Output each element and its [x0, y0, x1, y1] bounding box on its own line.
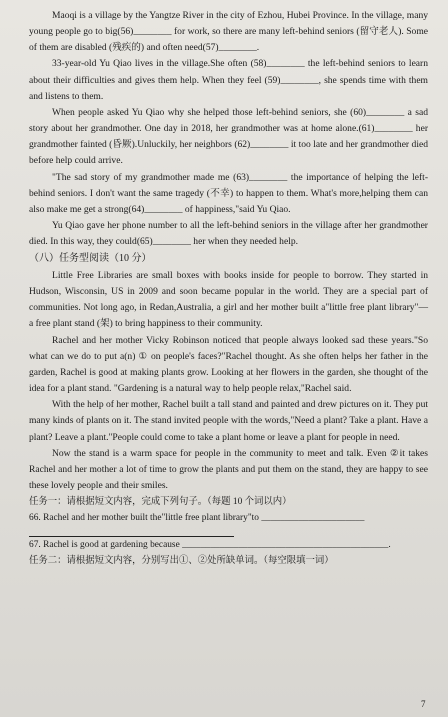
page-number: 7 — [421, 699, 426, 709]
reading-paragraph-3: With the help of her mother, Rachel built a tall stand and painted and drew pictures on it. They put many kinds of plants on it. The stand invited people with the words,"Need a plant? Take a plant. Have a plant? Leave a plant."People could come to take a plant home or leave a plant for people in need. — [29, 399, 428, 443]
passage-paragraph-1: Maoqi is a village by the Yangtze River in the city of Ezhou, Hubei Province. In the village, many young people go to big(56)________ for work, so there are many left-behind seniors (留守老人). Some of them are disabled (残疾的) and often need(57)________. — [29, 10, 428, 54]
passage-paragraph-2: 33-year-old Yu Qiao lives in the village.She often (58)________ the left-behind seniors to learn about their difficulties and gives them help. When they feel (59)________, she spends time with them and listens to them. — [29, 58, 428, 102]
passage-paragraph-4: "The sad story of my grandmother made me (63)________ the importance of helping the left-behind seniors. I don't want the same tragedy (不幸) to happen to them. What's more,helping them can also make me get a strong(64)________ of happiness,"said Yu Qiao. — [29, 171, 428, 215]
reading-paragraph-2: Rachel and her mother Vicky Robinson noticed that people always looked sad these years."So what can we do to put a(n) ① on people's faces?"Rachel thought. As she often helps her father in the garden, Rachel is good at making plants grow. Looking at her flowers in the garden, she thought of the idea for a plant stand. "Gardening is a natural way to help people relax,"Rachel said. — [29, 334, 428, 395]
passage-paragraph-5: Yu Qiao gave her phone number to all the left-behind seniors in the village after her grandmother died. In this way, they could(65)________ her when they needed help. — [29, 220, 428, 248]
passage-paragraph-3: When people asked Yu Qiao why she helped those left-behind seniors, she (60)________ a sad story about her grandmother. One day in 2018, her grandmother was at home alone.(61)________ her grandmother fainted (昏厥).Unluckily, her neighbors (62)________ it too late and her grandmother died before help could arrive. — [29, 106, 428, 167]
question-67: 67. Rachel is good at gardening because ____________________________________________. — [29, 539, 391, 550]
section-title: （八）任务型阅读（10 分） — [29, 253, 152, 265]
reading-paragraph-1: Little Free Libraries are small boxes with books inside for people to borrow. They started in Hudson, Wisconsin, US in 2009 and soon became popular in the world. They are a special part of communities. Not long ago, in Redan,Australia, a girl and her mother built a"little free plant library"— a free plant stand (架) to bring happiness to their community. — [29, 269, 428, 330]
task-one-instruction: 任务一：请根据短文内容，完成下列句子。（每题 10 个词以内） — [29, 497, 292, 508]
task-two-instruction: 任务二：请根据短文内容，分别写出①、②处所缺单词。（每空限填一词） — [29, 555, 334, 566]
reading-paragraph-4: Now the stand is a warm space for people in the community to meet and talk. Even ②it takes Rachel and her mother a lot of time to grow the plants and put them on the stand, they are happy to see these lovely people and their smiles. — [29, 447, 428, 491]
question-66: 66. Rachel and her mother built the"little free plant library"to ______________________ — [29, 513, 365, 524]
question-66-answer-line[interactable] — [29, 527, 234, 537]
